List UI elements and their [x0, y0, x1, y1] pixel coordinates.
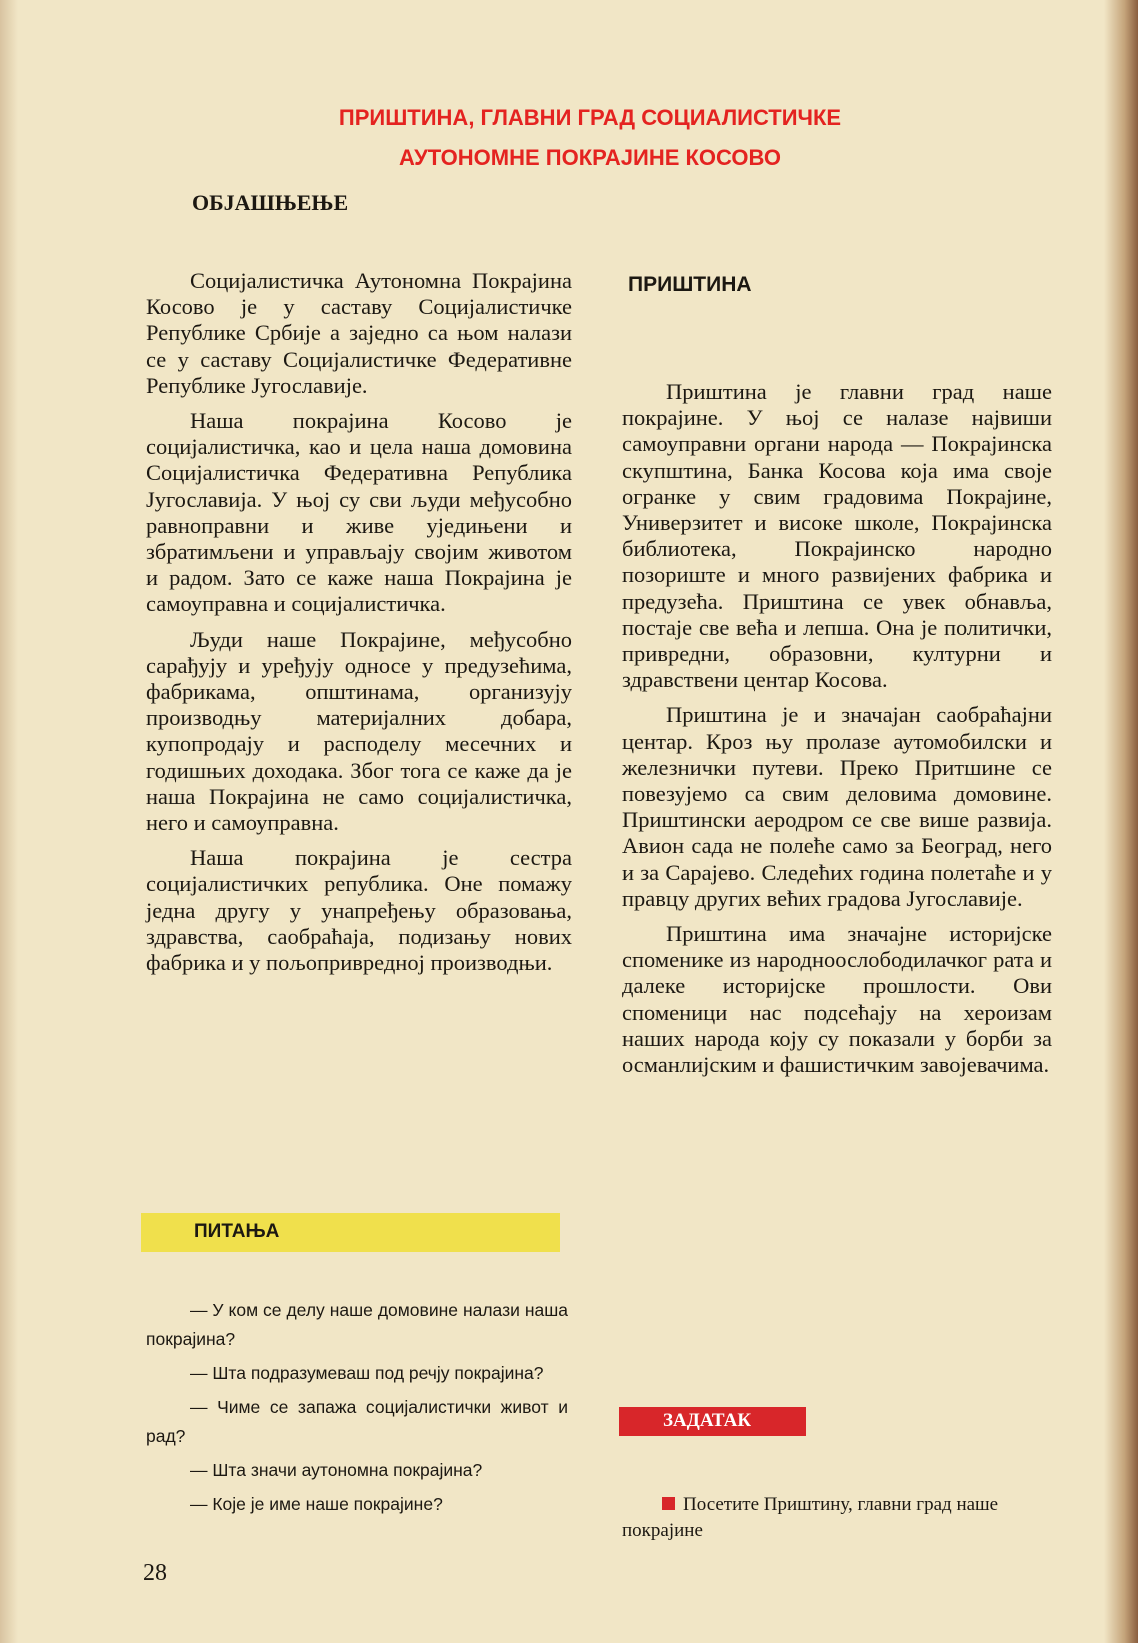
- question-item: — Шта значи аутономна покрајина?: [190, 1460, 483, 1480]
- task-banner: [619, 1407, 806, 1436]
- pristina-text: [622, 379, 1052, 1087]
- paragraph: Људи наше Покрајине, међусобно сарађују и уређују односе у предузећима, фабрикама, општинама, организују производњу материјалних добара, купопродају и расподелу месечних и годишњих доходака. Због тога се каже да је наша Покрајина не само социјалистичка, него и самоуправна.: [146, 626, 572, 836]
- task-label: ЗАДАТАК: [663, 1410, 752, 1431]
- binding-edge: [1104, 0, 1138, 1643]
- task-sentence: Посетите Приштину, главни град наше покрајине: [622, 1494, 999, 1541]
- question-item: — Шта подразумеваш под речју покрајина?: [190, 1363, 544, 1383]
- questions-list: [146, 1296, 568, 1524]
- page-number: 28: [143, 1560, 167, 1586]
- square-bullet-icon: [662, 1497, 675, 1510]
- title-line-2: АУТОНОМНЕ ПОКРАЈИНЕ КОСОВО: [399, 145, 781, 170]
- paragraph: Приштина има значајне историјске споменике из народноослободилачког рата и далеке историјске прошлости. Ови споменици нас подсећају на хероизам наших народа коју су показали у борби за османлијским и фашистичким завојевачима.: [622, 921, 1052, 1078]
- question-item: — Чиме се запажа социјалистички живот и рад?: [146, 1397, 568, 1446]
- paragraph: Приштина је и значајан саобраћајни центар. Кроз њу пролазе аутомобилски и железнички путеви. Преко Притшине се повезујемо са свим деловима домовине. Приштински аеродром се све више развија. Авион сада не полеће само за Београд, него и за Сарајево. Следећих година полетаће и у правцу других већих градова Југославије.: [622, 702, 1052, 911]
- paragraph: Приштина је главни град наше покрајине. У њој се налазе највиши самоуправни органи народа — Покрајинска скупштина, Банка Косова која има своје огранке у свим градовима Покрајине, Универзитет и високе школе, Покрајинска библиотека, Покрајинско народно позориште и много развијених фабрика и предузећа. Приштина се увек обнавља, постаје све већа и лепша. Она је политички, привредни, образовни, културни и здравствени центар Косова.: [622, 379, 1052, 693]
- questions-label: ПИТАЊА: [194, 1221, 280, 1242]
- paragraph: Социјалистичка Аутономна Покрајина Косово је у саставу Социјалистичке Републике Србије а заједно са њом налази се у саставу Социјалистичке Федеративне Републике Југославије.: [146, 268, 572, 398]
- question-item: — У ком се делу наше домовине налази наша покрајина?: [146, 1300, 568, 1349]
- explanation-text: [146, 268, 572, 985]
- page-edge-shadow: [0, 0, 18, 1643]
- pristina-heading: ПРИШТИНА: [628, 273, 752, 296]
- paragraph: Наша покрајина је сестра социјалистичких република. Оне помажу једна другу у унапређењу образовања, здравства, саобраћаја, подизању нових фабрика и у пољопривредној производњи.: [146, 845, 572, 976]
- title-line-1: ПРИШТИНА, ГЛАВНИ ГРАД СОЦИАЛИСТИЧКЕ: [338, 105, 842, 130]
- page-title: [230, 98, 950, 178]
- explanation-heading: ОБЈАШЊЕЊЕ: [192, 190, 349, 215]
- questions-banner: [141, 1213, 560, 1252]
- task-text: [622, 1492, 1052, 1544]
- question-item: — Које је име наше покрајине?: [190, 1494, 443, 1514]
- paragraph: Наша покрајина Косово је социјалистичка, као и цела наша домовина Социјалистичка Федеративна Република Југославија. У њој су сви људи међусобно равноправни и живе уједињени и збратимљени и управљају својим животом и радом. Зато се каже наша Покрајина је самоуправна и социјалистичка.: [146, 408, 572, 617]
